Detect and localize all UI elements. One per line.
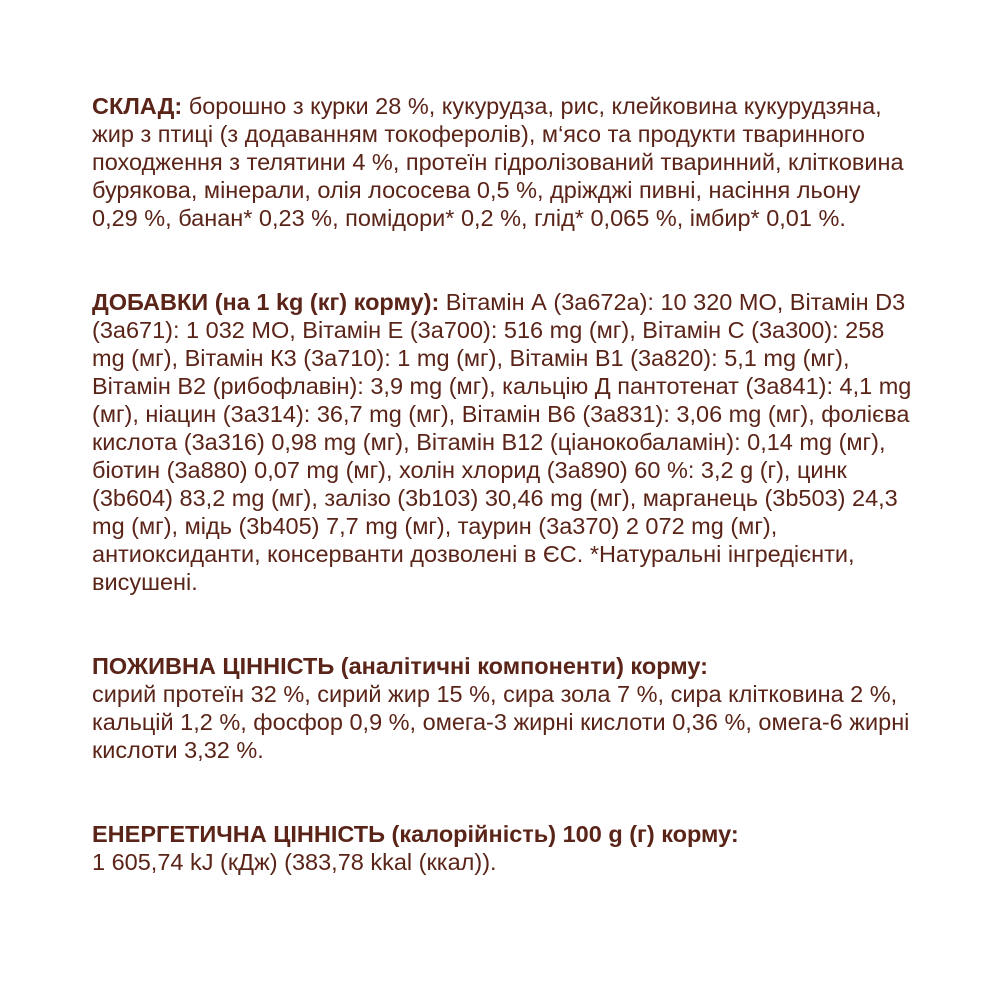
additives-text: Вітамін А (3а672а): 10 320 МО, Вітамін D3 (3а671): 1 032 МО, Вітамін Е (3а700): 516 mg (мг), Вітамін С (3а300): 258 mg (мг), Вітамін К3 (3а710): 1 mg (мг), Вітамін В1 (3а820): 5,1 mg (мг), Вітамін В2 (рибофлавін): 3,9 mg (мг), кальцію Д пантотенат (3а841): 4,1 mg (мг), ніацин (3а314): 36,7 mg (мг), Вітамін В6 (3а831): 3,06 mg (мг), фолієва кислота (3а316) 0,98 mg (мг), Вітамін В12 (ціанокобаламін): 0,14 mg (мг), біотин (3а880) 0,07 mg (мг), холін хлорид (3а890) 60 %: 3,2 g (г), цинк (3b604) 83,2 mg (мг), залізо (3b103) 30,46 mg (мг), марганець (3b503) 24,3 mg (мг), мідь (3b405) 7,7 mg (мг), таурин (3а370) 2 072 mg (мг), антиоксиданти, консерванти дозволені в ЄС. *Натуральні інгредієнти, висушені. <box>92 289 912 595</box>
nutrition-heading: ПОЖИВНА ЦІННІСТЬ (аналітичні компоненти) корму: <box>92 653 708 679</box>
additives-heading: ДОБАВКИ (на 1 kg (кг) корму): <box>92 289 440 315</box>
nutrition-section <box>92 652 912 764</box>
ingredients-document <box>92 92 912 876</box>
energy-section <box>92 820 912 876</box>
composition-section <box>92 92 912 232</box>
energy-text: 1 605,74 kJ (кДж) (383,78 kkal (ккал)). <box>92 849 497 875</box>
composition-text: борошно з курки 28 %, кукурудза, рис, клейковина кукурудзяна, жир з птиці (з додаванням токоферолів), м‘ясо та продукти тваринного походження з телятини 4 %, протеїн гідролізований тваринний, клітковина бурякова, мінерали, олія лососева 0,5 %, дріжджі пивні, насіння льону 0,29 %, банан* 0,23 %, помідори* 0,2 %, глід* 0,065 %, імбир* 0,01 %. <box>92 93 904 231</box>
composition-heading: СКЛАД: <box>92 93 183 119</box>
energy-heading: ЕНЕРГЕТИЧНА ЦІННІСТЬ (калорійність) 100 g (г) корму: <box>92 821 739 847</box>
additives-section <box>92 288 912 596</box>
nutrition-text: сирий протеїн 32 %, сирий жир 15 %, сира зола 7 %, сира клітковина 2 %, кальцій 1,2 %, фосфор 0,9 %, омега-3 жирні кислоти 0,36 %, омега-6 жирні кислоти 3,32 %. <box>92 681 910 763</box>
